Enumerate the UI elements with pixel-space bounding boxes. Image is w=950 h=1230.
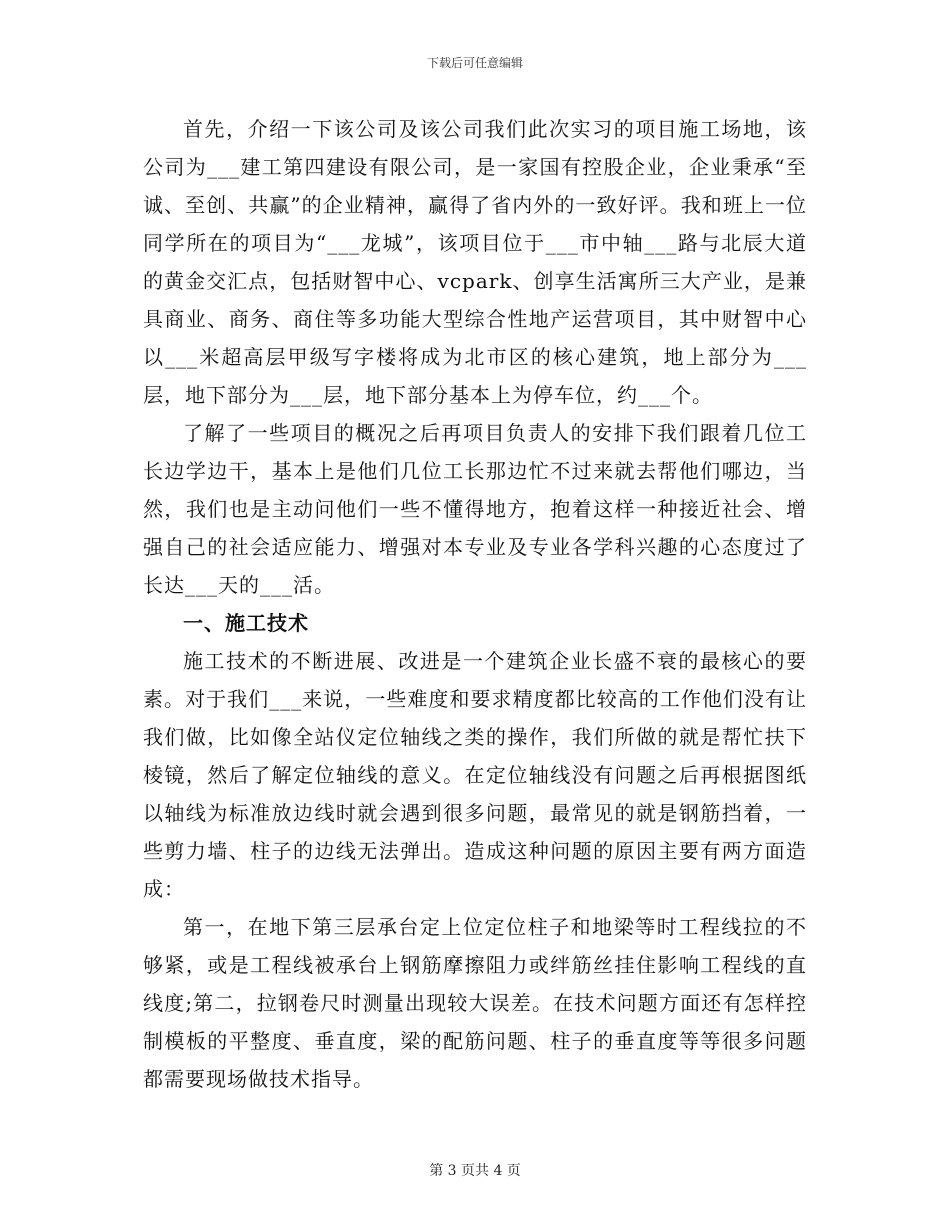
document-body: [143, 110, 807, 1098]
page-number: 第 3 页共 4 页: [429, 1163, 521, 1179]
page-header: 下载后可任意编辑: [426, 56, 523, 70]
section-heading: 一、施工技术: [183, 611, 309, 635]
paragraph-construction-tech: 施工技术的不断进展、改进是一个建筑企业长盛不衰的最核心的要素。对于我们___来说，一些难度和要求精度都比较高的工作他们没有让我们做，比如像全站仪定位轴线之类的操作，我们所做的就是帮忙扶下棱镜，然后了解定位轴线的意义。在定位轴线没有问题之后再根据图纸以轴线为标准放边线时就会遇到很多问题，最常见的就是钢筋挡着，一些剪力墙、柱子的边线无法弹出。造成这种问题的原因主要有两方面造成：: [143, 649, 807, 901]
paragraph-problem-causes: 第一，在地下第三层承台定上位定位柱子和地梁等时工程线拉的不够紧，或是工程线被承台上钢筋摩擦阻力或绊筋丝挂住影响工程线的直线度;第二，拉钢卷尺时测量出现较大误差。在技术问题方面还有怎样控制模板的平整度、垂直度，梁的配筋问题、柱子的垂直度等等很多问题都需要现场做技术指导。: [143, 915, 807, 1091]
paragraph-company-intro: 首先，介绍一下该公司及该公司我们此次实习的项目施工场地，该公司为___建工第四建设有限公司，是一家国有控股企业，企业秉承“至诚、至创、共赢”的企业精神，赢得了省内外的一致好评。我和班上一位同学所在的项目为“___龙城”，该项目位于___市中轴___路与北辰大道的黄金交汇点，包括财智中心、vcpark、创享生活寓所三大产业，是兼具商业、商务、商住等多功能大型综合性地产运营项目，其中财智中心以___米超高层甲级写字楼将成为北市区的核心建筑，地上部分为___层，地下部分为___层，地下部分基本上为停车位，约___个。: [143, 117, 807, 407]
paragraph-project-overview: 了解了一些项目的概况之后再项目负责人的安排下我们跟着几位工长边学边干，基本上是他们几位工长那边忙不过来就去帮他们哪边，当然，我们也是主动问他们一些不懂得地方，抱着这样一种接近社会、增强自己的社会适应能力、增强对本专业及专业各学科兴趣的心态度过了长达___天的___活。: [143, 421, 807, 597]
